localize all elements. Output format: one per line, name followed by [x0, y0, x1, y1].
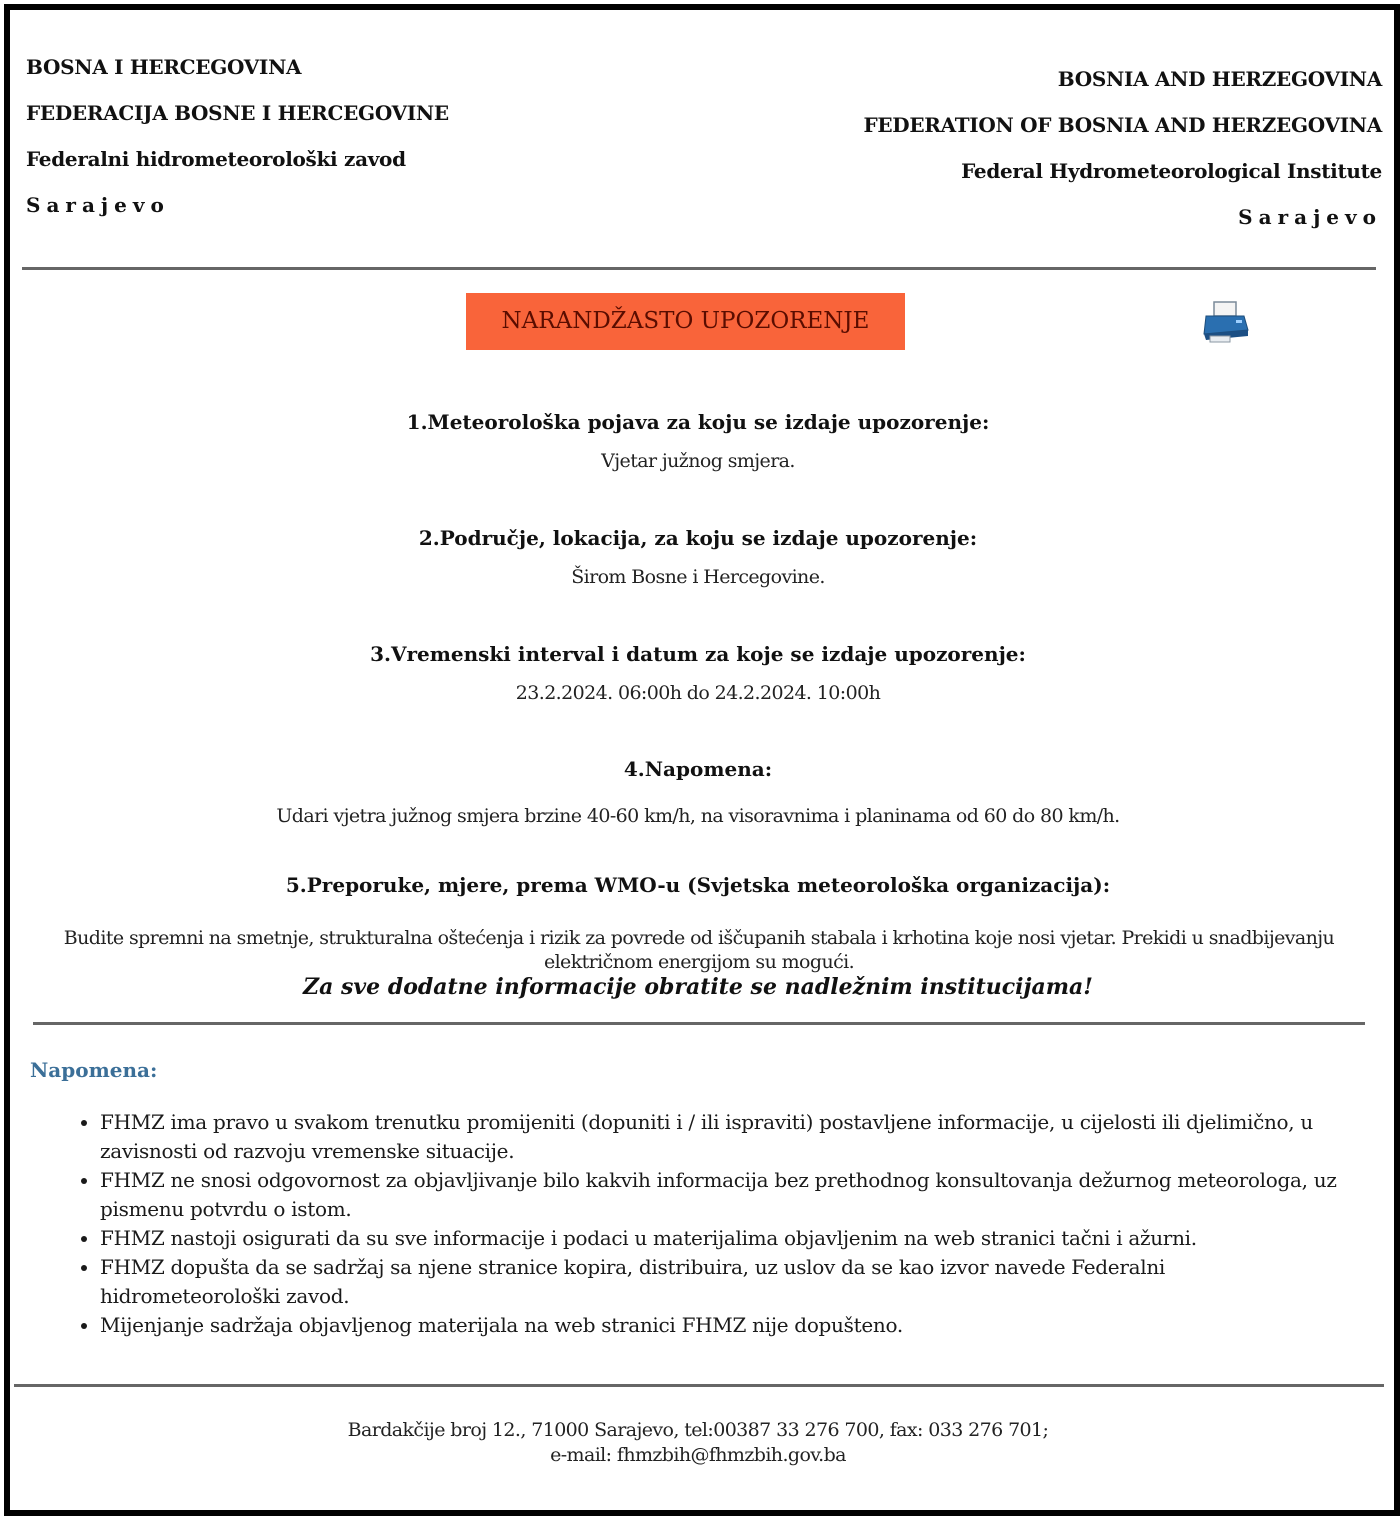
notes-list [74, 1108, 1350, 1340]
header-federation-bs: FEDERACIJA BOSNE I HERCEGOVINE [26, 101, 449, 125]
section-value: Vjetar južnog smjera. [601, 450, 795, 472]
header-left [26, 44, 449, 228]
section-value: 23.2.2024. 06:00h do 24.2.2024. 10:00h [515, 682, 881, 704]
printer-icon[interactable] [1200, 300, 1252, 344]
section-heading: 2.Područje, lokacija, za koju se izdaje upozorenje: [418, 526, 978, 550]
header-country-bs: BOSNA I HERCEGOVINA [26, 55, 302, 79]
header-divider [22, 267, 1376, 270]
header-right [863, 56, 1382, 240]
section-heading: 5.Preporuke, mjere, prema WMO-u (Svjetska meteorološka organizacija): [285, 873, 1111, 897]
header-country-en: BOSNIA AND HERZEGOVINA [1057, 67, 1382, 91]
section-heading: 3.Vremenski interval i datum za koje se izdaje upozorenje: [370, 642, 1026, 666]
list-item: • FHMZ nastoji osigurati da su sve informacije i podaci u materijalima objavljenim na web stranici tačni i ažurni. [100, 1224, 1350, 1253]
header-federation-en: FEDERATION OF BOSNIA AND HERZEGOVINA [863, 113, 1382, 137]
section-recommendations [20, 873, 1376, 897]
section-value: Širom Bosne i Hercegovine. [571, 566, 825, 588]
section-area [20, 526, 1376, 588]
content-divider [33, 1022, 1365, 1025]
section-heading: 4.Napomena: [623, 757, 773, 781]
section-value: Budite spremni na smetnje, strukturalna oštećenja i rizik za povrede od iščupanih stabala i krhotina koje nosi vjetar. Prekidi u snadbijevanju električnom energijom su mogući. [63, 927, 1335, 973]
header-institute-en: Federal Hydrometeorological Institute [961, 159, 1382, 183]
section-remark [20, 757, 1376, 827]
list-item: • FHMZ ima pravo u svakom trenutku promijeniti (dopuniti i / ili ispraviti) postavljene informacije, u cijelosti ili djelimično, u zavisnosti od razvoju vremenske situacije. [100, 1108, 1350, 1166]
notes-title: Napomena: [30, 1058, 158, 1082]
section-phenomenon [20, 410, 1376, 472]
section-interval [20, 642, 1376, 704]
footer-email[interactable]: e-mail: fhmzbih@fhmzbih.gov.ba [550, 1444, 846, 1466]
header-institute-bs: Federalni hidrometeorološki zavod [26, 147, 406, 171]
header-city-bs: Sarajevo [26, 193, 170, 217]
footer [20, 1418, 1376, 1468]
footer-divider [14, 1384, 1384, 1387]
section-heading: 1.Meteorološka pojava za koju se izdaje upozorenje: [406, 410, 990, 434]
list-item: • FHMZ ne snosi odgovornost za objavljivanje bilo kakvih informacija bez prethodnog konsultovanja dežurnog meteorologa, uz pismenu potvrdu o istom. [100, 1166, 1350, 1224]
section-value: Udari vjetra južnog smjera brzine 40-60 km/h, na visoravnima i planinama od 60 do 80 km/h. [276, 805, 1120, 827]
list-item: • Mijenjanje sadržaja objavljenog materijala na web stranici FHMZ nije dopušteno. [100, 1311, 1350, 1340]
list-item: • FHMZ dopušta da se sadržaj sa njene stranice kopira, distribuira, uz uslov da se kao izvor navede Federalni hidrometeorološki zavod. [100, 1253, 1350, 1311]
warning-level-badge: NARANDŽASTO UPOZORENJE [466, 293, 905, 350]
header-city-en: Sarajevo [1238, 205, 1382, 229]
extra-info-notice: Za sve dodatne informacije obratite se nadležnim institucijama! [303, 974, 1093, 1000]
footer-address: Bardakčije broj 12., 71000 Sarajevo, tel:00387 33 276 700, fax: 033 276 701; [347, 1419, 1049, 1441]
